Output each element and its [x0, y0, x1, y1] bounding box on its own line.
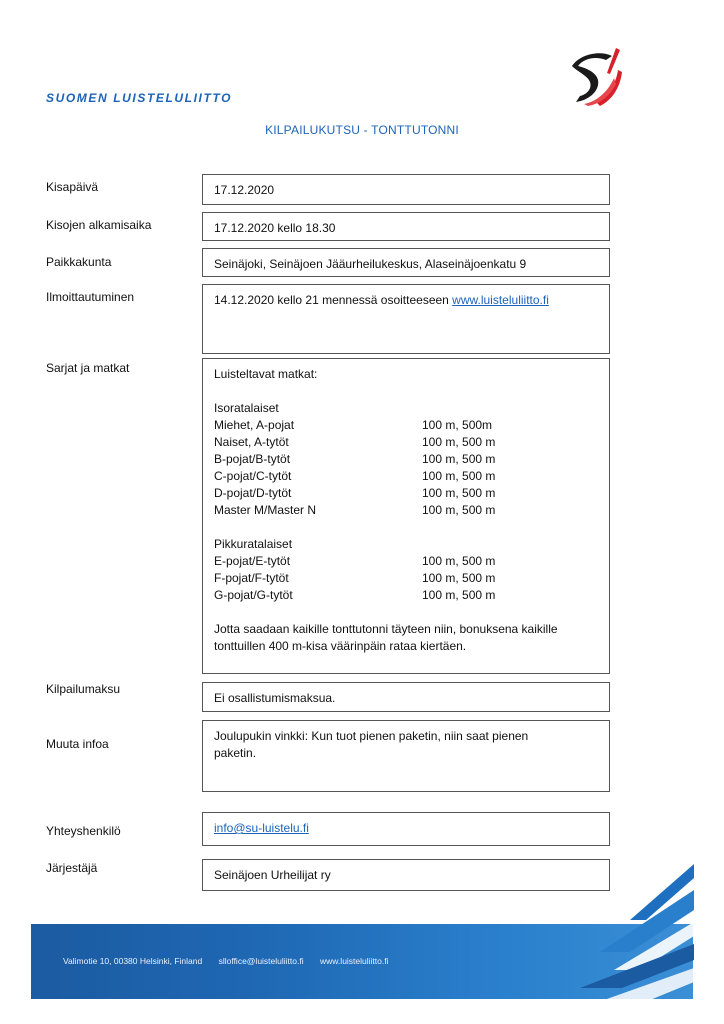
link-contact-email[interactable]: info@su-luistelu.fi — [214, 821, 309, 835]
category-distance: 100 m, 500 m — [422, 486, 496, 500]
sarjat-intro: Luisteltavat matkat: — [214, 367, 318, 381]
isoratalaiset-row — [214, 434, 598, 451]
footer-contact — [63, 956, 403, 966]
group-pikkuratalaiset — [214, 553, 598, 604]
label-jarjestaja: Järjestäjä — [46, 861, 98, 875]
label-kilpailumaksu: Kilpailumaksu — [46, 682, 121, 696]
link-luisteluliitto[interactable]: www.luisteluliitto.fi — [452, 293, 549, 307]
isoratalaiset-row — [214, 468, 598, 485]
footer-address: Valimotie 10, 00380 Helsinki, Finland — [63, 956, 203, 966]
pikkuratalaiset-row — [214, 570, 598, 587]
group-title-pikkuratalaiset: Pikkuratalaiset — [214, 537, 293, 551]
document-title: KILPAILUKUTSU - TONTTUTONNI — [265, 123, 459, 137]
value-jarjestaja: Seinäjoen Urheilijat ry — [214, 868, 331, 882]
value-ilmoittautuminen: 14.12.2020 kello 21 mennessä osoitteeseen — [214, 293, 453, 307]
isoratalaiset-row — [214, 502, 598, 519]
label-muuta-infoa: Muuta infoa — [46, 737, 109, 751]
field-jarjestaja — [202, 859, 610, 891]
category-name: D-pojat/D-tytöt — [214, 486, 292, 500]
footer-email: slloffice@luisteluliitto.fi — [218, 956, 304, 966]
sarjat-note-line1: Jotta saadaan kaikille tonttutonni täyteen niin, bonuksena kaikille — [214, 622, 558, 636]
label-sarjat: Sarjat ja matkat — [46, 361, 130, 375]
category-name: Naiset, A-tytöt — [214, 435, 289, 449]
category-distance: 100 m, 500 m — [422, 588, 496, 602]
isoratalaiset-row — [214, 485, 598, 502]
isoratalaiset-row — [214, 451, 598, 468]
category-name: G-pojat/G-tytöt — [214, 588, 293, 602]
pikkuratalaiset-row — [214, 587, 598, 604]
label-alkamisaika: Kisojen alkamisaika — [46, 218, 152, 232]
category-distance: 100 m, 500 m — [422, 435, 496, 449]
isoratalaiset-row — [214, 417, 598, 434]
category-distance: 100 m, 500 m — [422, 554, 496, 568]
value-kilpailumaksu: Ei osallistumismaksua. — [214, 691, 336, 705]
group-title-isoratalaiset: Isoratalaiset — [214, 401, 279, 415]
category-name: C-pojat/C-tytöt — [214, 469, 292, 483]
label-ilmoittautuminen: Ilmoittautuminen — [46, 290, 135, 304]
org-name: SUOMEN LUISTELULIITTO — [46, 91, 233, 105]
field-kisapaiva — [202, 174, 610, 205]
value-muuta-line1: Joulupukin vinkki: Kun tuot pienen paketin, niin saat pienen — [214, 729, 529, 743]
field-paikkakunta — [202, 248, 610, 277]
category-distance: 100 m, 500 m — [422, 503, 496, 517]
field-muuta-infoa — [202, 720, 610, 792]
label-yhteyshenkilo: Yhteyshenkilö — [46, 824, 121, 838]
value-kisapaiva: 17.12.2020 — [214, 183, 275, 197]
value-paikkakunta: Seinäjoki, Seinäjoen Jääurheilukeskus, Alaseinäjoenkatu 9 — [214, 257, 527, 271]
pikkuratalaiset-row — [214, 553, 598, 570]
field-yhteyshenkilo — [202, 812, 610, 846]
field-ilmoittautuminen — [202, 284, 610, 354]
field-kilpailumaksu — [202, 682, 610, 712]
skate-s-logo-icon — [566, 44, 622, 106]
group-isoratalaiset — [214, 417, 598, 519]
ice-stripes-decoration-icon — [560, 860, 694, 1000]
label-paikkakunta: Paikkakunta — [46, 255, 112, 269]
value-alkamisaika: 17.12.2020 kello 18.30 — [214, 221, 336, 235]
category-name: B-pojat/B-tytöt — [214, 452, 291, 466]
value-muuta-line2: paketin. — [214, 746, 257, 760]
sarjat-note-line2: tonttuillen 400 m-kisa väärinpäin rataa kiertäen. — [214, 639, 467, 653]
category-distance: 100 m, 500m — [422, 418, 493, 432]
field-sarjat — [202, 358, 610, 674]
category-name: Miehet, A-pojat — [214, 418, 295, 432]
category-distance: 100 m, 500 m — [422, 469, 496, 483]
category-name: E-pojat/E-tytöt — [214, 554, 291, 568]
footer-website: www.luisteluliitto.fi — [320, 956, 389, 966]
category-distance: 100 m, 500 m — [422, 452, 496, 466]
category-distance: 100 m, 500 m — [422, 571, 496, 585]
label-kisapaiva: Kisapäivä — [46, 180, 99, 194]
field-alkamisaika — [202, 212, 610, 241]
category-name: F-pojat/F-tytöt — [214, 571, 289, 585]
category-name: Master M/Master N — [214, 503, 317, 517]
